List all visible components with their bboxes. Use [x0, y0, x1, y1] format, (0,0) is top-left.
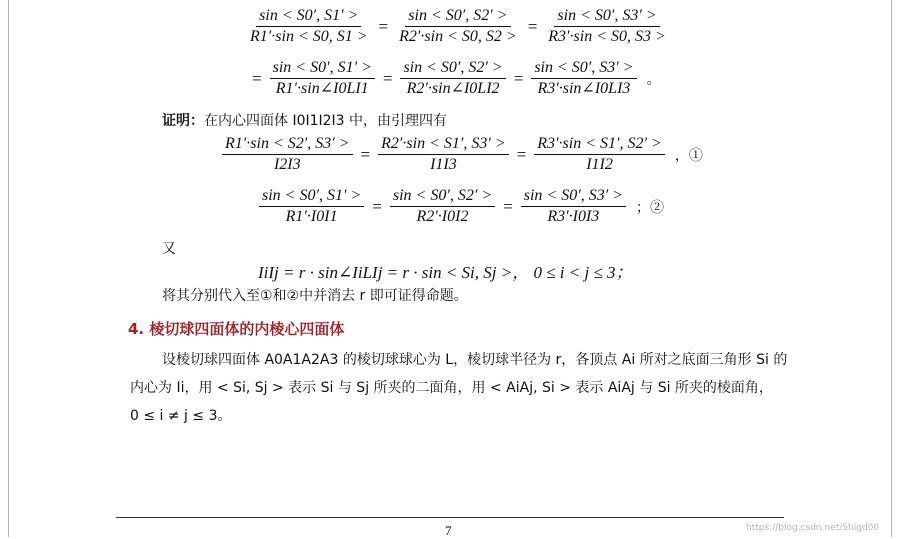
- denominator: R2′·sin < S0, S2 >: [399, 28, 517, 45]
- denominator: R3′·I0I3: [547, 208, 600, 225]
- also-word: 又: [162, 241, 176, 257]
- fraction: [259, 186, 364, 227]
- numerator: R3′·sin < S1′, S2′ >: [534, 134, 665, 155]
- proof-line: [162, 110, 447, 130]
- equals-sign: =: [503, 196, 513, 216]
- equals-sign: =: [527, 16, 538, 36]
- paragraph-line-3: 0 ≤ i ≠ j ≤ 3。: [130, 408, 232, 424]
- fraction: [400, 58, 505, 99]
- numerator: sin < S0′, S1′ >: [256, 6, 361, 27]
- numerator: sin < S0′, S1′ >: [259, 186, 364, 207]
- page-right-edge: [891, 0, 892, 537]
- fraction: [521, 186, 626, 227]
- numerator: sin < S0′, S2′ >: [390, 186, 495, 207]
- equals-sign: =: [513, 68, 524, 88]
- numerator: sin < S0′, S3′ >: [521, 186, 626, 207]
- equals-sign: =: [382, 68, 393, 88]
- equation-label-2: ；②: [635, 199, 664, 216]
- numerator: sin < S0′, S3′ >: [531, 58, 636, 79]
- fraction: [247, 6, 371, 47]
- section-heading: [128, 318, 344, 339]
- paragraph-line-2: 内心为 Ii，用 < Si, Sj > 表示 Si 与 Sj 所夹的二面角，用 < AiAj, Si > 表示 AiAj 与 Si 所夹的棱面角，: [130, 380, 773, 396]
- numerator: R1′·sin < S2′, S3′ >: [222, 134, 353, 155]
- section-number: 4.: [128, 320, 145, 338]
- numerator: sin < S0′, S3′ >: [554, 6, 659, 27]
- numerator: R2′·sin < S1′, S3′ >: [378, 134, 509, 155]
- fraction: [222, 134, 353, 175]
- equation-label-1: ，①: [674, 147, 703, 164]
- numerator: sin < S0′, S1′ >: [270, 58, 375, 79]
- denominator: R3′·sin < S0, S3 >: [548, 28, 666, 45]
- denominator: R2′·I0I2: [416, 208, 469, 225]
- fraction: [534, 134, 665, 175]
- denominator: I2I3: [273, 156, 301, 173]
- denominator: I1I3: [430, 156, 457, 173]
- equals-sign: =: [378, 16, 389, 36]
- watermark-text: https://blog.csdn.net/Shigd00: [746, 523, 880, 533]
- equation-line-2: [248, 58, 661, 99]
- proof-label: 证明：: [162, 113, 204, 129]
- equals-sign: =: [516, 144, 527, 164]
- equals-sign: =: [372, 196, 382, 216]
- denominator: I1I2: [586, 156, 613, 173]
- denominator: R2′·sin∠I0LI2: [406, 80, 500, 97]
- denominator: R1′·I0I1: [285, 208, 338, 225]
- footer-rule: [116, 517, 784, 518]
- fraction: [378, 134, 509, 175]
- equals-sign: =: [360, 144, 371, 164]
- denominator: R1′·sin < S0, S1 >: [250, 28, 368, 45]
- equation-line-4: [255, 186, 664, 227]
- numerator: sin < S0′, S2′ >: [400, 58, 505, 79]
- numerator: sin < S0′, S2′ >: [405, 6, 510, 27]
- proof-text: 在内心四面体 I0I1I2I3 中，由引理四有: [204, 113, 448, 129]
- page-left-edge: [8, 0, 9, 537]
- section-title: 棱切球四面体的内棱心四面体: [149, 320, 345, 338]
- equals-sign: =: [252, 68, 262, 88]
- conclusion-text: 将其分别代入至①和②中并消去 r 即可证得命题。: [162, 288, 468, 304]
- fraction: [545, 6, 669, 47]
- denominator: R3′·sin∠I0LI3: [537, 80, 631, 97]
- period-mark: 。: [646, 71, 661, 88]
- fraction: [390, 186, 495, 227]
- denominator: R1′·sin∠I0LI1: [275, 80, 369, 97]
- equation-line-3: [218, 134, 703, 175]
- fraction: [396, 6, 520, 47]
- equation-line-1: [243, 6, 673, 47]
- fraction: [270, 58, 375, 99]
- fraction: [531, 58, 636, 99]
- paragraph-line-1: 设棱切球四面体 A0A1A2A3 的棱切球球心为 L，棱切球半径为 r，各顶点 Ai 所对之底面三角形 Si 的: [162, 352, 788, 368]
- equation-line-5: IiIj = r · sin∠IiLIj = r · sin < Si, Sj >， 0 ≤ i < j ≤ 3；: [258, 263, 633, 282]
- page-number: 7: [445, 523, 452, 538]
